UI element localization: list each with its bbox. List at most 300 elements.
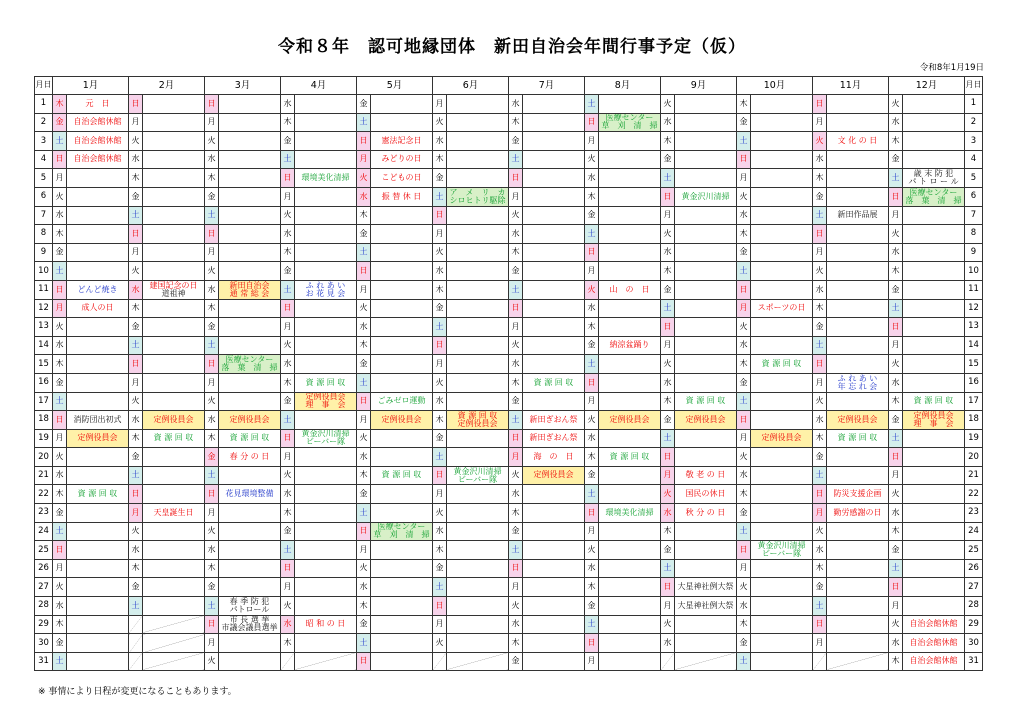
weekday-cell: 木 bbox=[281, 373, 295, 392]
weekday-cell: 水 bbox=[281, 355, 295, 374]
event-cell bbox=[599, 355, 661, 374]
event-cell bbox=[903, 411, 965, 430]
weekday-cell: 月 bbox=[205, 373, 219, 392]
weekday-cell: 木 bbox=[889, 392, 903, 411]
weekday-cell: 火 bbox=[585, 280, 599, 299]
weekday-cell: 土 bbox=[357, 373, 371, 392]
weekday-cell: 木 bbox=[129, 169, 143, 188]
event-cell: スポーツの日 bbox=[751, 299, 813, 318]
event-cell bbox=[143, 522, 205, 541]
event-cell bbox=[295, 578, 357, 597]
weekday-cell: 水 bbox=[205, 280, 219, 299]
day-number: 16 bbox=[965, 373, 983, 392]
weekday-cell: 日 bbox=[661, 578, 675, 597]
event-cell bbox=[599, 466, 661, 485]
weekday-cell: 木 bbox=[433, 150, 447, 169]
weekday-cell: 日 bbox=[205, 95, 219, 114]
weekday-cell: 火 bbox=[737, 578, 751, 597]
event-cell bbox=[675, 318, 737, 337]
weekday-cell: 月 bbox=[433, 615, 447, 634]
event-text-line: 通 常 総 会 bbox=[229, 288, 270, 298]
weekday-cell: 土 bbox=[129, 206, 143, 225]
event-cell: 新田ぎおん祭 bbox=[523, 411, 585, 430]
weekday-cell: 土 bbox=[813, 336, 827, 355]
weekday-cell: 水 bbox=[661, 504, 675, 523]
weekday-cell: 火 bbox=[357, 429, 371, 448]
event-cell bbox=[219, 355, 281, 374]
event-cell bbox=[143, 169, 205, 188]
weekday-cell: 火 bbox=[129, 522, 143, 541]
weekday-cell: 土 bbox=[737, 132, 751, 151]
event-cell bbox=[219, 615, 281, 634]
weekday-cell: 金 bbox=[357, 485, 371, 504]
weekday-cell: 月 bbox=[205, 243, 219, 262]
event-cell bbox=[143, 597, 205, 616]
event-cell bbox=[827, 150, 889, 169]
event-cell bbox=[447, 187, 509, 206]
event-text-line: 新田自治会 bbox=[229, 280, 270, 290]
event-cell bbox=[67, 522, 129, 541]
event-cell: 定例役員会 bbox=[143, 411, 205, 430]
event-cell: 花見環境整備 bbox=[219, 485, 281, 504]
event-text-line: 定例役員会 bbox=[305, 392, 346, 402]
event-cell bbox=[67, 243, 129, 262]
day-number: 2 bbox=[965, 113, 983, 132]
weekday-cell: 火 bbox=[585, 541, 599, 560]
event-cell bbox=[599, 150, 661, 169]
event-cell bbox=[523, 243, 585, 262]
weekday-cell: 水 bbox=[661, 634, 675, 653]
weekday-cell: 月 bbox=[129, 373, 143, 392]
event-cell bbox=[599, 485, 661, 504]
weekday-cell: 日 bbox=[433, 336, 447, 355]
weekday-cell: 金 bbox=[129, 187, 143, 206]
event-cell: 資 源 回 収 bbox=[371, 466, 433, 485]
event-cell bbox=[219, 504, 281, 523]
table-row bbox=[35, 652, 983, 671]
event-cell bbox=[827, 355, 889, 374]
weekday-cell bbox=[281, 652, 295, 671]
event-cell bbox=[523, 634, 585, 653]
event-cell bbox=[903, 559, 965, 578]
weekday-cell: 水 bbox=[509, 225, 523, 244]
event-cell bbox=[751, 411, 813, 430]
weekday-cell: 水 bbox=[357, 318, 371, 337]
weekday-cell: 火 bbox=[509, 597, 523, 616]
event-cell bbox=[371, 95, 433, 114]
event-cell bbox=[447, 150, 509, 169]
weekday-cell: 金 bbox=[737, 634, 751, 653]
weekday-cell: 月 bbox=[889, 206, 903, 225]
weekday-cell: 水 bbox=[585, 299, 599, 318]
weekday-cell: 水 bbox=[889, 504, 903, 523]
event-cell bbox=[143, 634, 205, 653]
event-cell bbox=[67, 559, 129, 578]
event-cell bbox=[67, 318, 129, 337]
weekday-cell: 火 bbox=[281, 206, 295, 225]
table-row bbox=[35, 132, 983, 151]
weekday-cell: 土 bbox=[585, 615, 599, 634]
weekday-cell: 木 bbox=[889, 652, 903, 671]
event-cell bbox=[599, 597, 661, 616]
weekday-cell: 土 bbox=[509, 411, 523, 430]
day-number: 15 bbox=[35, 355, 53, 374]
weekday-cell: 土 bbox=[661, 169, 675, 188]
weekday-cell: 木 bbox=[129, 429, 143, 448]
weekday-cell: 土 bbox=[205, 597, 219, 616]
weekday-cell: 金 bbox=[357, 225, 371, 244]
table-row bbox=[35, 466, 983, 485]
weekday-cell: 日 bbox=[737, 541, 751, 560]
weekday-cell: 木 bbox=[661, 132, 675, 151]
event-cell bbox=[295, 355, 357, 374]
weekday-cell: 日 bbox=[205, 225, 219, 244]
event-cell bbox=[447, 299, 509, 318]
event-cell bbox=[751, 132, 813, 151]
weekday-cell: 木 bbox=[433, 541, 447, 560]
event-cell bbox=[371, 318, 433, 337]
event-cell bbox=[827, 299, 889, 318]
weekday-cell: 日 bbox=[53, 411, 67, 430]
event-cell: 山 の 日 bbox=[599, 280, 661, 299]
weekday-cell: 火 bbox=[205, 392, 219, 411]
weekday-cell: 水 bbox=[813, 150, 827, 169]
event-cell bbox=[67, 615, 129, 634]
weekday-cell: 水 bbox=[53, 336, 67, 355]
weekday-cell: 土 bbox=[129, 597, 143, 616]
table-row bbox=[35, 373, 983, 392]
weekday-cell: 金 bbox=[205, 578, 219, 597]
weekday-cell: 金 bbox=[813, 578, 827, 597]
weekday-cell: 月 bbox=[129, 504, 143, 523]
event-cell: 勤労感謝の日 bbox=[827, 504, 889, 523]
weekday-cell: 金 bbox=[205, 318, 219, 337]
event-cell: 昭 和 の 日 bbox=[295, 615, 357, 634]
event-cell bbox=[675, 355, 737, 374]
event-text-line: ふ れ あ い bbox=[305, 280, 346, 290]
event-cell bbox=[371, 225, 433, 244]
event-cell bbox=[751, 541, 813, 560]
event-cell bbox=[599, 373, 661, 392]
event-cell bbox=[523, 262, 585, 281]
day-number: 26 bbox=[965, 559, 983, 578]
event-cell bbox=[371, 634, 433, 653]
weekday-cell: 金 bbox=[737, 113, 751, 132]
event-cell bbox=[295, 522, 357, 541]
weekday-cell: 金 bbox=[585, 336, 599, 355]
weekday-cell: 月 bbox=[813, 504, 827, 523]
event-cell bbox=[903, 113, 965, 132]
weekday-cell: 木 bbox=[737, 225, 751, 244]
event-cell bbox=[295, 225, 357, 244]
weekday-cell: 金 bbox=[509, 522, 523, 541]
day-number: 25 bbox=[965, 541, 983, 560]
event-cell: 定例役員会 bbox=[67, 429, 129, 448]
event-cell bbox=[903, 578, 965, 597]
weekday-cell: 金 bbox=[813, 448, 827, 467]
weekday-cell: 火 bbox=[813, 262, 827, 281]
event-cell bbox=[447, 559, 509, 578]
weekday-cell: 日 bbox=[737, 411, 751, 430]
weekday-cell: 火 bbox=[433, 373, 447, 392]
event-cell bbox=[751, 318, 813, 337]
weekday-cell: 木 bbox=[281, 504, 295, 523]
weekday-cell: 土 bbox=[737, 262, 751, 281]
weekday-cell: 月 bbox=[357, 150, 371, 169]
event-cell bbox=[827, 113, 889, 132]
table-row bbox=[35, 336, 983, 355]
event-cell bbox=[523, 615, 585, 634]
weekday-cell: 日 bbox=[129, 355, 143, 374]
event-cell bbox=[751, 615, 813, 634]
weekday-cell: 金 bbox=[433, 299, 447, 318]
header-month-7: 7月 bbox=[509, 77, 585, 95]
event-cell bbox=[143, 541, 205, 560]
weekday-cell: 木 bbox=[509, 634, 523, 653]
day-number: 16 bbox=[35, 373, 53, 392]
event-cell bbox=[523, 113, 585, 132]
event-cell bbox=[67, 187, 129, 206]
event-cell bbox=[67, 466, 129, 485]
event-cell: 黄金沢川清掃 bbox=[675, 187, 737, 206]
weekday-cell: 水 bbox=[433, 522, 447, 541]
header-month-4: 4月 bbox=[281, 77, 357, 95]
weekday-cell: 火 bbox=[585, 150, 599, 169]
weekday-cell: 金 bbox=[129, 318, 143, 337]
event-cell bbox=[523, 187, 585, 206]
event-cell bbox=[67, 355, 129, 374]
weekday-cell: 火 bbox=[889, 225, 903, 244]
event-cell: 秋 分 の 日 bbox=[675, 504, 737, 523]
day-number: 25 bbox=[35, 541, 53, 560]
weekday-cell: 土 bbox=[509, 150, 523, 169]
event-cell bbox=[599, 187, 661, 206]
weekday-cell: 日 bbox=[205, 485, 219, 504]
weekday-cell: 水 bbox=[129, 541, 143, 560]
event-cell bbox=[447, 280, 509, 299]
weekday-cell: 土 bbox=[433, 187, 447, 206]
weekday-cell: 水 bbox=[357, 578, 371, 597]
event-cell bbox=[827, 652, 889, 671]
event-cell bbox=[219, 466, 281, 485]
event-cell bbox=[143, 113, 205, 132]
event-cell bbox=[599, 225, 661, 244]
weekday-cell: 日 bbox=[889, 318, 903, 337]
header-month-5: 5月 bbox=[357, 77, 433, 95]
weekday-cell: 月 bbox=[433, 95, 447, 114]
weekday-cell: 日 bbox=[585, 373, 599, 392]
weekday-cell: 木 bbox=[889, 522, 903, 541]
event-cell bbox=[751, 466, 813, 485]
event-cell bbox=[827, 578, 889, 597]
event-cell bbox=[751, 95, 813, 114]
event-cell bbox=[371, 262, 433, 281]
day-number: 8 bbox=[965, 225, 983, 244]
event-cell bbox=[675, 150, 737, 169]
event-cell bbox=[143, 187, 205, 206]
event-cell: 資 源 回 収 bbox=[599, 448, 661, 467]
weekday-cell: 金 bbox=[585, 206, 599, 225]
event-cell bbox=[903, 373, 965, 392]
event-cell: 資 源 回 収 bbox=[675, 392, 737, 411]
weekday-cell: 金 bbox=[53, 373, 67, 392]
event-cell bbox=[447, 392, 509, 411]
day-number: 6 bbox=[35, 187, 53, 206]
day-number: 13 bbox=[35, 318, 53, 337]
day-number: 21 bbox=[965, 466, 983, 485]
event-cell bbox=[599, 206, 661, 225]
event-cell: 大星神社例大祭 bbox=[675, 597, 737, 616]
day-number: 23 bbox=[35, 504, 53, 523]
weekday-cell: 木 bbox=[357, 206, 371, 225]
weekday-cell: 木 bbox=[509, 504, 523, 523]
weekday-cell: 火 bbox=[357, 169, 371, 188]
weekday-cell: 日 bbox=[281, 299, 295, 318]
weekday-cell: 水 bbox=[509, 95, 523, 114]
weekday-cell: 日 bbox=[813, 95, 827, 114]
event-text-line: 建国記念の日 bbox=[149, 280, 198, 290]
event-cell bbox=[67, 652, 129, 671]
weekday-cell: 月 bbox=[205, 504, 219, 523]
event-cell bbox=[295, 541, 357, 560]
event-cell bbox=[675, 132, 737, 151]
event-cell bbox=[751, 485, 813, 504]
event-cell bbox=[751, 262, 813, 281]
event-cell bbox=[371, 113, 433, 132]
weekday-cell: 土 bbox=[205, 206, 219, 225]
weekday-cell: 火 bbox=[53, 448, 67, 467]
event-cell bbox=[827, 466, 889, 485]
event-cell bbox=[751, 559, 813, 578]
event-cell bbox=[219, 318, 281, 337]
weekday-cell: 土 bbox=[813, 597, 827, 616]
day-number: 9 bbox=[35, 243, 53, 262]
weekday-cell: 土 bbox=[357, 504, 371, 523]
weekday-cell: 金 bbox=[53, 634, 67, 653]
weekday-cell: 水 bbox=[737, 336, 751, 355]
event-cell bbox=[827, 522, 889, 541]
event-cell: 新田作品展 bbox=[827, 206, 889, 225]
event-cell bbox=[295, 485, 357, 504]
weekday-cell: 木 bbox=[281, 634, 295, 653]
event-cell bbox=[827, 559, 889, 578]
weekday-cell: 火 bbox=[889, 615, 903, 634]
event-cell bbox=[447, 355, 509, 374]
event-text-line: ビーバー隊 bbox=[761, 549, 802, 559]
weekday-cell: 金 bbox=[433, 169, 447, 188]
day-number: 29 bbox=[965, 615, 983, 634]
weekday-cell: 木 bbox=[433, 411, 447, 430]
weekday-cell: 水 bbox=[737, 206, 751, 225]
weekday-cell: 木 bbox=[205, 299, 219, 318]
event-cell bbox=[751, 336, 813, 355]
event-text-line: 落 葉 清 掃 bbox=[905, 195, 962, 205]
event-cell bbox=[903, 95, 965, 114]
event-cell bbox=[827, 336, 889, 355]
event-cell bbox=[751, 150, 813, 169]
weekday-cell: 木 bbox=[889, 132, 903, 151]
weekday-cell: 金 bbox=[737, 504, 751, 523]
event-cell bbox=[371, 522, 433, 541]
weekday-cell: 金 bbox=[509, 652, 523, 671]
weekday-cell: 火 bbox=[813, 392, 827, 411]
weekday-cell: 火 bbox=[205, 132, 219, 151]
event-cell bbox=[675, 243, 737, 262]
event-cell bbox=[523, 522, 585, 541]
event-cell bbox=[295, 243, 357, 262]
event-cell bbox=[599, 429, 661, 448]
event-cell bbox=[523, 280, 585, 299]
event-cell bbox=[523, 336, 585, 355]
weekday-cell: 火 bbox=[281, 597, 295, 616]
event-cell bbox=[523, 578, 585, 597]
event-cell bbox=[523, 150, 585, 169]
weekday-cell: 金 bbox=[433, 429, 447, 448]
event-cell bbox=[675, 95, 737, 114]
day-number: 7 bbox=[35, 206, 53, 225]
day-number: 20 bbox=[965, 448, 983, 467]
weekday-cell: 木 bbox=[357, 597, 371, 616]
event-cell bbox=[523, 299, 585, 318]
table-row bbox=[35, 392, 983, 411]
event-text-line: パトロール bbox=[229, 604, 270, 614]
event-cell bbox=[447, 113, 509, 132]
event-cell bbox=[675, 634, 737, 653]
day-number: 26 bbox=[35, 559, 53, 578]
event-cell bbox=[523, 392, 585, 411]
event-cell bbox=[447, 522, 509, 541]
day-number: 4 bbox=[35, 150, 53, 169]
header-month-11: 11月 bbox=[813, 77, 889, 95]
event-cell: 環境美化清掃 bbox=[295, 169, 357, 188]
header-month-10: 10月 bbox=[737, 77, 813, 95]
event-cell bbox=[219, 299, 281, 318]
event-cell: 天皇誕生日 bbox=[143, 504, 205, 523]
event-cell bbox=[675, 652, 737, 671]
event-cell bbox=[219, 262, 281, 281]
weekday-cell: 土 bbox=[889, 169, 903, 188]
weekday-cell: 土 bbox=[281, 280, 295, 299]
event-cell bbox=[675, 206, 737, 225]
event-cell bbox=[751, 373, 813, 392]
weekday-cell: 土 bbox=[129, 336, 143, 355]
event-cell bbox=[903, 466, 965, 485]
event-cell bbox=[447, 169, 509, 188]
weekday-cell: 水 bbox=[433, 262, 447, 281]
event-cell bbox=[447, 411, 509, 430]
weekday-cell: 土 bbox=[357, 634, 371, 653]
day-number: 22 bbox=[35, 485, 53, 504]
event-cell bbox=[751, 113, 813, 132]
event-cell bbox=[219, 95, 281, 114]
event-text-line: 道祖神 bbox=[161, 288, 186, 298]
event-text-line: パ ト ロ ー ル bbox=[908, 177, 959, 187]
event-cell bbox=[751, 634, 813, 653]
event-cell bbox=[599, 541, 661, 560]
weekday-cell: 月 bbox=[509, 318, 523, 337]
day-number: 10 bbox=[35, 262, 53, 281]
event-cell bbox=[447, 429, 509, 448]
event-cell bbox=[295, 262, 357, 281]
event-cell: 元 日 bbox=[67, 95, 129, 114]
weekday-cell: 土 bbox=[129, 466, 143, 485]
weekday-cell: 木 bbox=[205, 429, 219, 448]
event-cell bbox=[675, 541, 737, 560]
event-text-line: 市議会議員選挙 bbox=[221, 623, 278, 633]
event-cell bbox=[903, 318, 965, 337]
event-cell bbox=[219, 597, 281, 616]
event-cell bbox=[143, 243, 205, 262]
